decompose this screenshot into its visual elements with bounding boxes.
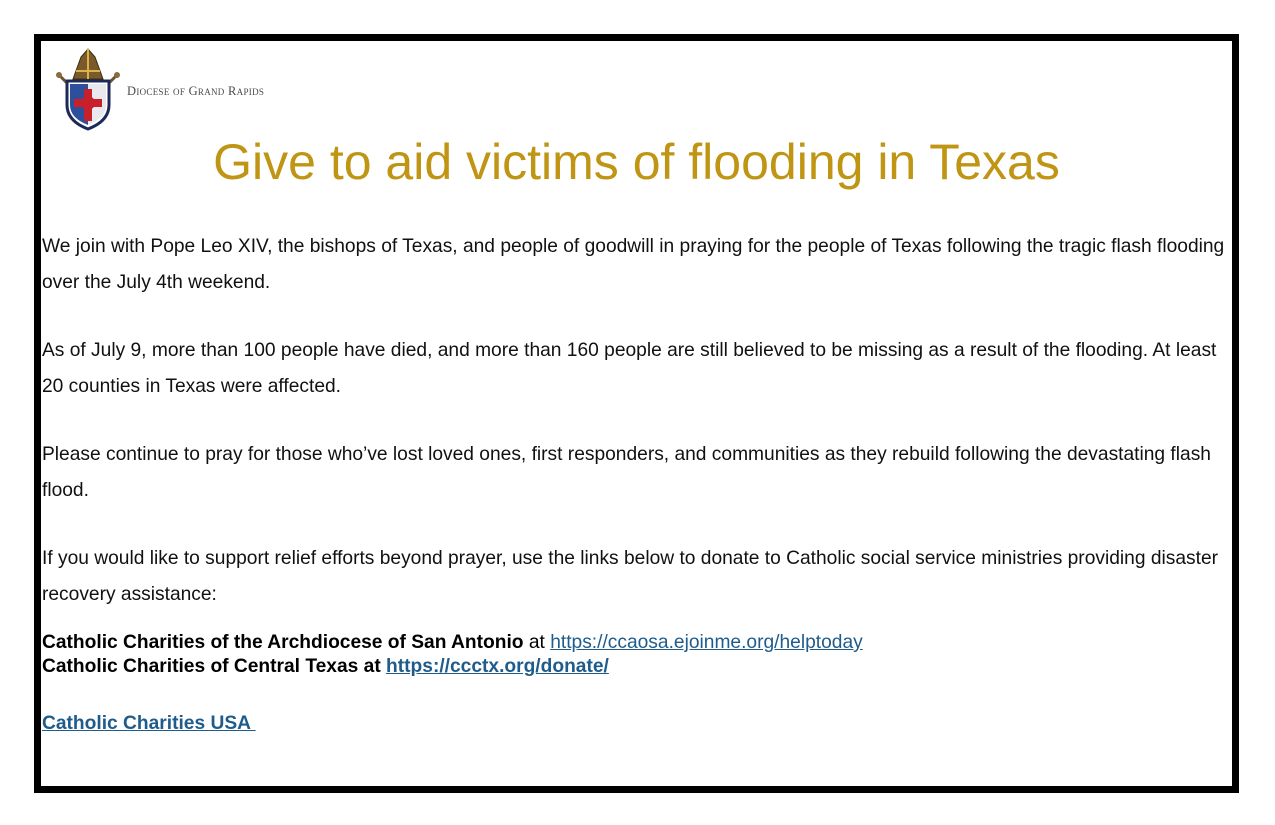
san-antonio-link[interactable]: https://ccaosa.ejoinme.org/helptoday (550, 632, 863, 653)
diocese-name: Diocese of Grand Rapids (127, 84, 265, 98)
central-texas-link[interactable]: https://ccctx.org/donate/ (386, 656, 609, 677)
diocese-logo (51, 45, 321, 135)
paragraph-casualties: As of July 9, more than 100 people have died, and more than 160 people are still believed to be missing as a result of the flooding. At least 20 counties in Texas were affected. (42, 340, 1217, 397)
paragraph-prayer: We join with Pope Leo XIV, the bishops of Texas, and people of goodwill in praying for the people of Texas following the tragic flash flooding over the July 4th weekend. (42, 236, 1225, 293)
paragraph-support: If you would like to support relief efforts beyond prayer, use the links below to donate to Catholic social service ministries providing disaster recovery assistance: (42, 548, 1219, 605)
donation-row-san-antonio (42, 631, 1228, 655)
central-texas-org: Catholic Charities of Central Texas at (42, 656, 387, 677)
paragraph-continue-prayer: Please continue to pray for those who’ve lost loved ones, first responders, and communities as they rebuild following the devastating flash flood. (42, 444, 1211, 501)
san-antonio-org: Catholic Charities of the Archdiocese of San Antonio (42, 632, 524, 653)
donation-row-central-texas (42, 655, 1228, 679)
san-antonio-connector: at (523, 632, 551, 653)
notice-frame (34, 34, 1239, 793)
donation-links (42, 631, 1228, 679)
page-title: Give to aid victims of flooding in Texas (213, 134, 1060, 190)
diocese-crest-icon (51, 45, 125, 133)
catholic-charities-usa-link[interactable]: Catholic Charities USA (42, 713, 256, 734)
